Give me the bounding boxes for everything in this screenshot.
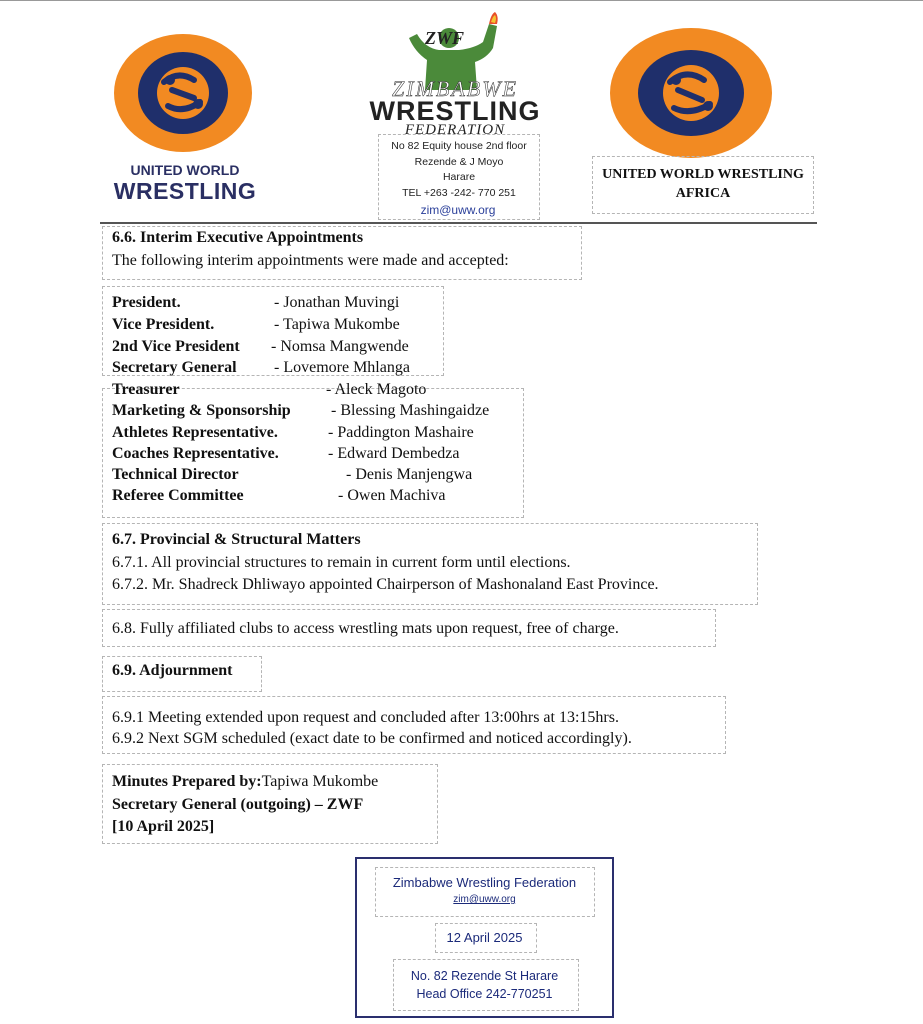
- address-line-2: Rezende & J Moyo: [414, 155, 504, 168]
- appointment-role: Athletes Representative.: [112, 424, 278, 441]
- section-6-9-title: 6.9. Adjournment: [112, 662, 233, 679]
- stamp-address-2: Head Office 242-770251: [416, 987, 553, 1001]
- appointment-role: Referee Committee: [112, 487, 244, 504]
- address-line-1: No 82 Equity house 2nd floor: [391, 140, 527, 152]
- wrestlers-emblem-icon: [138, 52, 228, 134]
- appointment-role: Treasurer: [112, 381, 180, 398]
- stamp-email: zim@uww.org: [453, 894, 516, 905]
- section-6-8-text: 6.8. Fully affiliated clubs to access wrestling mats upon request, free of charge.: [112, 620, 619, 637]
- appointment-role: Vice President.: [112, 316, 215, 333]
- uww-africa-label: [592, 156, 814, 214]
- zwf-line2: WRESTLING: [369, 96, 541, 126]
- uww-logo-right: [608, 26, 774, 160]
- appointment-name: - Edward Dembedza: [328, 445, 460, 462]
- appointment-row: [112, 445, 279, 463]
- appointment-role: 2nd Vice President: [112, 338, 240, 355]
- zwf-line3: FEDERATION: [404, 122, 506, 138]
- appointment-name: - Tapiwa Mukombe: [274, 316, 400, 333]
- appointment-name: - Jonathan Muvingi: [274, 294, 400, 311]
- appointment-row: [112, 381, 180, 399]
- uww-left-line1: UNITED WORLD: [130, 162, 240, 178]
- address-line-4: TEL +263 -242- 770 251: [402, 186, 516, 199]
- header-divider: [100, 222, 817, 224]
- section-6-6-intro: The following interim appointments were made and accepted:: [112, 252, 509, 269]
- prepared-by-line: [112, 771, 378, 792]
- appointment-row: [112, 466, 239, 484]
- appointment-row: [112, 487, 244, 505]
- address-line-3: Harare: [442, 171, 476, 183]
- section-6-9-item-2: 6.9.2 Next SGM scheduled (exact date to be confirmed and noticed accordingly).: [112, 730, 632, 747]
- section-6-7-item-2: 6.7.2. Mr. Shadreck Dhliwayo appointed Chairperson of Mashonaland East Province.: [112, 576, 659, 593]
- appointment-row: [112, 402, 291, 420]
- prepared-by-role: Secretary General (outgoing) – ZWF: [112, 796, 364, 813]
- uww-logo-left: [100, 30, 270, 210]
- zwf-logo: [340, 12, 570, 137]
- header-email-link[interactable]: zim@uww.org: [420, 203, 496, 217]
- zwf-line1: ZIMBABWE: [392, 76, 518, 101]
- appointment-name: - Blessing Mashingaidze: [331, 402, 490, 419]
- prepared-by-date: [10 April 2025]: [112, 818, 215, 835]
- appointment-role: Coaches Representative.: [112, 445, 279, 462]
- section-6-6-title: 6.6. Interim Executive Appointments: [112, 229, 364, 246]
- uww-africa-line1: UNITED WORLD WRESTLING: [602, 167, 804, 182]
- appointment-name: - Nomsa Mangwende: [271, 338, 409, 355]
- stamp-address-1: No. 82 Rezende St Harare: [410, 969, 559, 983]
- top-border: [0, 0, 923, 1]
- uww-africa-line2: AFRICA: [675, 186, 731, 201]
- appointment-name: - Owen Machiva: [338, 487, 446, 504]
- prepared-by-label: Minutes Prepared by:: [112, 773, 262, 790]
- section-6-9-item-1: 6.9.1 Meeting extended upon request and concluded after 13:00hrs at 13:15hrs.: [112, 709, 619, 726]
- wrestlers-emblem-right-icon: [638, 50, 744, 136]
- appointment-role: Marketing & Sponsorship: [112, 402, 291, 419]
- stamp-date: 12 April 2025: [446, 930, 523, 945]
- appointment-row: [112, 316, 214, 334]
- appointment-name: - Lovemore Mhlanga: [274, 359, 410, 376]
- appointment-role: Secretary General: [112, 359, 237, 376]
- appointment-row: [112, 359, 237, 377]
- appointment-role: President.: [112, 294, 181, 311]
- appointment-name: - Aleck Magoto: [326, 381, 427, 398]
- official-stamp: [355, 857, 614, 1018]
- section-6-7-title: 6.7. Provincial & Structural Matters: [112, 531, 361, 548]
- appointment-row: [112, 338, 240, 356]
- appointment-name: - Denis Manjengwa: [346, 466, 473, 483]
- appointment-row: [112, 294, 181, 312]
- prepared-by-name: Tapiwa Mukombe: [261, 773, 379, 790]
- appointment-name: - Paddington Mashaire: [328, 424, 474, 441]
- section-6-7-item-1: 6.7.1. All provincial structures to remain in current form until elections.: [112, 554, 571, 571]
- uww-left-line2: WRESTLING: [113, 178, 257, 204]
- zwf-mark: ZWF: [425, 28, 465, 48]
- stamp-org: Zimbabwe Wrestling Federation: [392, 875, 577, 890]
- appointment-row: [112, 424, 278, 442]
- appointment-role: Technical Director: [112, 466, 239, 483]
